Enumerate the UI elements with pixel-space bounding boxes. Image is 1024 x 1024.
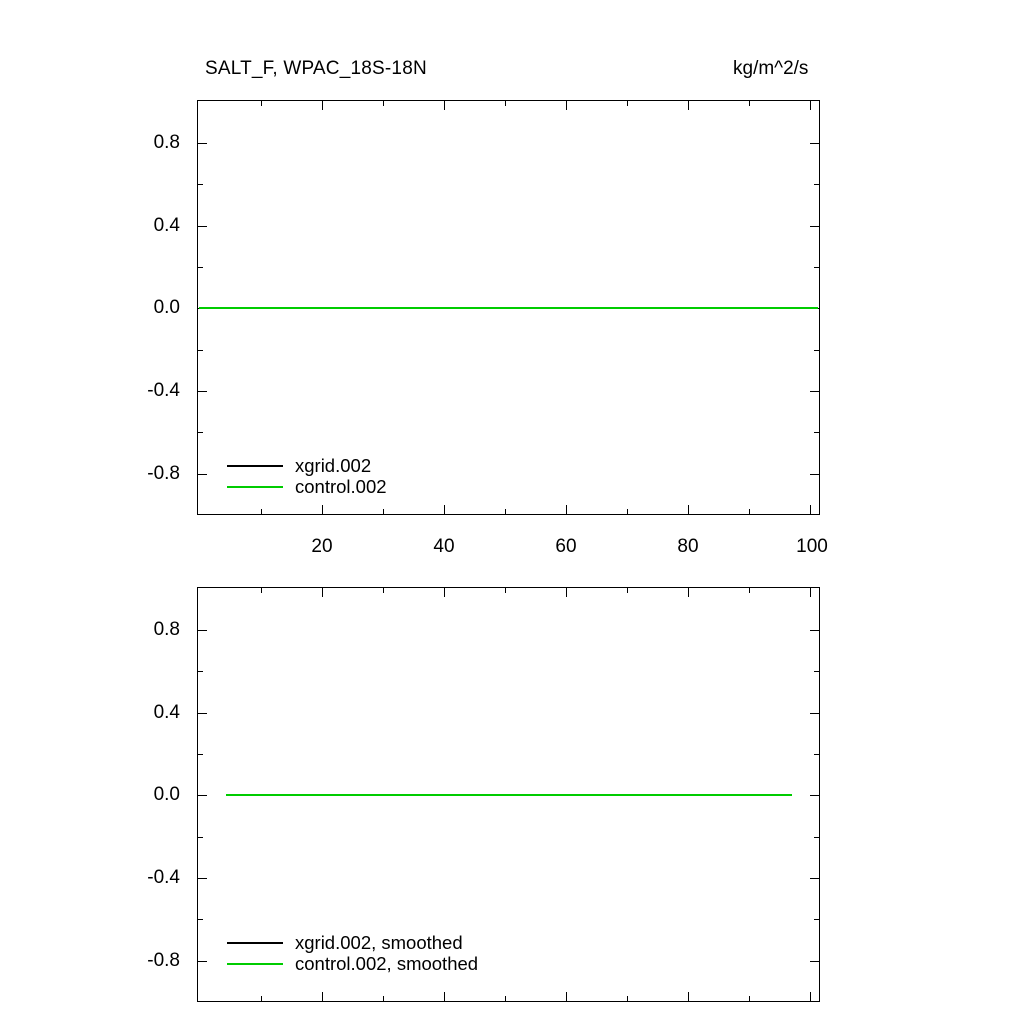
bottom-ytick-right-0.8 <box>810 630 820 631</box>
top-xtick-top-minor-2 <box>383 100 384 106</box>
top-ylabel--0.8: -0.8 <box>147 463 180 484</box>
top-xtick-minor-5 <box>749 509 750 515</box>
bottom-legend <box>227 932 478 974</box>
top-xtick-60 <box>566 505 567 515</box>
top-ylabel-0.8: 0.8 <box>153 132 180 153</box>
bottom-xtick-minor-3 <box>505 996 506 1002</box>
top-ytick-right-0.4 <box>810 226 820 227</box>
bottom-xtick-40 <box>444 992 445 1002</box>
bottom-xtick-top-minor-4 <box>627 587 628 593</box>
bottom-ytick-left--0.4 <box>197 878 207 879</box>
top-xlabel-20: 20 <box>311 536 333 557</box>
bottom-xtick-20 <box>322 992 323 1002</box>
top-ytick-right-0.8 <box>810 143 820 144</box>
bottom-ytick-right-0.4 <box>810 713 820 714</box>
bottom-ytick-right--0.8 <box>810 961 820 962</box>
top-xtick-top-minor-5 <box>749 100 750 106</box>
top-series-control-line <box>199 307 818 309</box>
bottom-plot-panel <box>197 587 820 1002</box>
top-xlabel-60: 60 <box>555 536 577 557</box>
bottom-legend-label-1: control.002, smoothed <box>295 952 479 974</box>
top-ytick-minor-right-2 <box>814 267 820 268</box>
bottom-ytick-left--0.8 <box>197 961 207 962</box>
top-plot-panel <box>197 100 820 515</box>
top-ytick-minor-left-2 <box>197 267 203 268</box>
bottom-xtick-top-minor-3 <box>505 587 506 593</box>
legend-swatch-icon <box>227 486 283 488</box>
bottom-ytick-left-0.0 <box>197 795 207 796</box>
bottom-ylabel-0.4: 0.4 <box>153 702 180 723</box>
top-xtick-100 <box>810 505 811 515</box>
bottom-ylabel-0.0: 0.0 <box>153 784 180 805</box>
top-xlabel-100: 100 <box>796 536 828 557</box>
bottom-xtick-top-80 <box>688 587 689 597</box>
top-ytick-left-0.4 <box>197 226 207 227</box>
top-legend <box>227 455 387 497</box>
bottom-xtick-top-40 <box>444 587 445 597</box>
top-ytick-left--0.4 <box>197 391 207 392</box>
legend-swatch-icon <box>227 465 283 467</box>
top-xtick-40 <box>444 505 445 515</box>
bottom-ytick-right--0.4 <box>810 878 820 879</box>
bottom-xtick-minor-2 <box>383 996 384 1002</box>
top-ytick-minor-left-3 <box>197 350 203 351</box>
top-xlabel-80: 80 <box>677 536 699 557</box>
top-xtick-minor-1 <box>261 509 262 515</box>
top-ytick-minor-left-1 <box>197 184 203 185</box>
top-ytick-minor-right-4 <box>814 432 820 433</box>
bottom-xtick-60 <box>566 992 567 1002</box>
bottom-ytick-minor-left-4 <box>197 919 203 920</box>
bottom-ytick-minor-right-3 <box>814 837 820 838</box>
top-xtick-top-20 <box>322 100 323 110</box>
top-xtick-top-minor-3 <box>505 100 506 106</box>
top-xtick-top-80 <box>688 100 689 110</box>
top-legend-item-1 <box>227 476 387 497</box>
bottom-legend-item-0 <box>227 932 478 953</box>
legend-swatch-icon <box>227 942 283 944</box>
bottom-xtick-minor-1 <box>261 996 262 1002</box>
top-xtick-20 <box>322 505 323 515</box>
bottom-xtick-top-20 <box>322 587 323 597</box>
top-xtick-top-60 <box>566 100 567 110</box>
bottom-xtick-top-minor-2 <box>383 587 384 593</box>
bottom-xtick-top-60 <box>566 587 567 597</box>
bottom-xtick-top-minor-5 <box>749 587 750 593</box>
top-ytick-right--0.4 <box>810 391 820 392</box>
top-xtick-top-100 <box>810 100 811 110</box>
top-xtick-minor-2 <box>383 509 384 515</box>
top-ytick-left-0.8 <box>197 143 207 144</box>
top-ytick-right--0.8 <box>810 474 820 475</box>
bottom-ytick-minor-left-2 <box>197 754 203 755</box>
top-xtick-minor-4 <box>627 509 628 515</box>
top-xtick-top-40 <box>444 100 445 110</box>
bottom-ytick-minor-right-4 <box>814 919 820 920</box>
bottom-xtick-100 <box>810 992 811 1002</box>
bottom-ytick-minor-left-1 <box>197 671 203 672</box>
top-ytick-left--0.8 <box>197 474 207 475</box>
bottom-xtick-80 <box>688 992 689 1002</box>
top-legend-label-1: control.002 <box>295 475 387 497</box>
top-xlabel-40: 40 <box>433 536 455 557</box>
bottom-ytick-minor-right-1 <box>814 671 820 672</box>
bottom-legend-label-0: xgrid.002, smoothed <box>295 931 463 953</box>
top-legend-label-0: xgrid.002 <box>295 454 372 476</box>
chart-title: SALT_F, WPAC_18S-18N <box>205 58 427 79</box>
bottom-ylabel-0.8: 0.8 <box>153 619 180 640</box>
bottom-legend-item-1 <box>227 953 478 974</box>
top-xtick-top-minor-1 <box>261 100 262 106</box>
bottom-ylabel--0.4: -0.4 <box>147 867 180 888</box>
top-ytick-minor-left-4 <box>197 432 203 433</box>
bottom-ytick-minor-right-2 <box>814 754 820 755</box>
bottom-ytick-left-0.8 <box>197 630 207 631</box>
bottom-ytick-right-0.0 <box>810 795 820 796</box>
top-xtick-80 <box>688 505 689 515</box>
top-ylabel-0.0: 0.0 <box>153 297 180 318</box>
bottom-xtick-top-minor-1 <box>261 587 262 593</box>
top-ylabel--0.4: -0.4 <box>147 380 180 401</box>
bottom-xtick-top-100 <box>810 587 811 597</box>
top-xtick-top-minor-4 <box>627 100 628 106</box>
bottom-ylabel--0.8: -0.8 <box>147 950 180 971</box>
top-ytick-minor-right-3 <box>814 350 820 351</box>
bottom-xtick-minor-4 <box>627 996 628 1002</box>
bottom-series-control-smoothed-line <box>226 794 792 796</box>
legend-swatch-icon <box>227 963 283 965</box>
top-legend-item-0 <box>227 455 387 476</box>
chart-units-label: kg/m^2/s <box>733 58 809 79</box>
top-ylabel-0.4: 0.4 <box>153 215 180 236</box>
bottom-ytick-minor-left-3 <box>197 837 203 838</box>
bottom-xtick-minor-5 <box>749 996 750 1002</box>
bottom-ytick-left-0.4 <box>197 713 207 714</box>
top-ytick-minor-right-1 <box>814 184 820 185</box>
top-xtick-minor-3 <box>505 509 506 515</box>
